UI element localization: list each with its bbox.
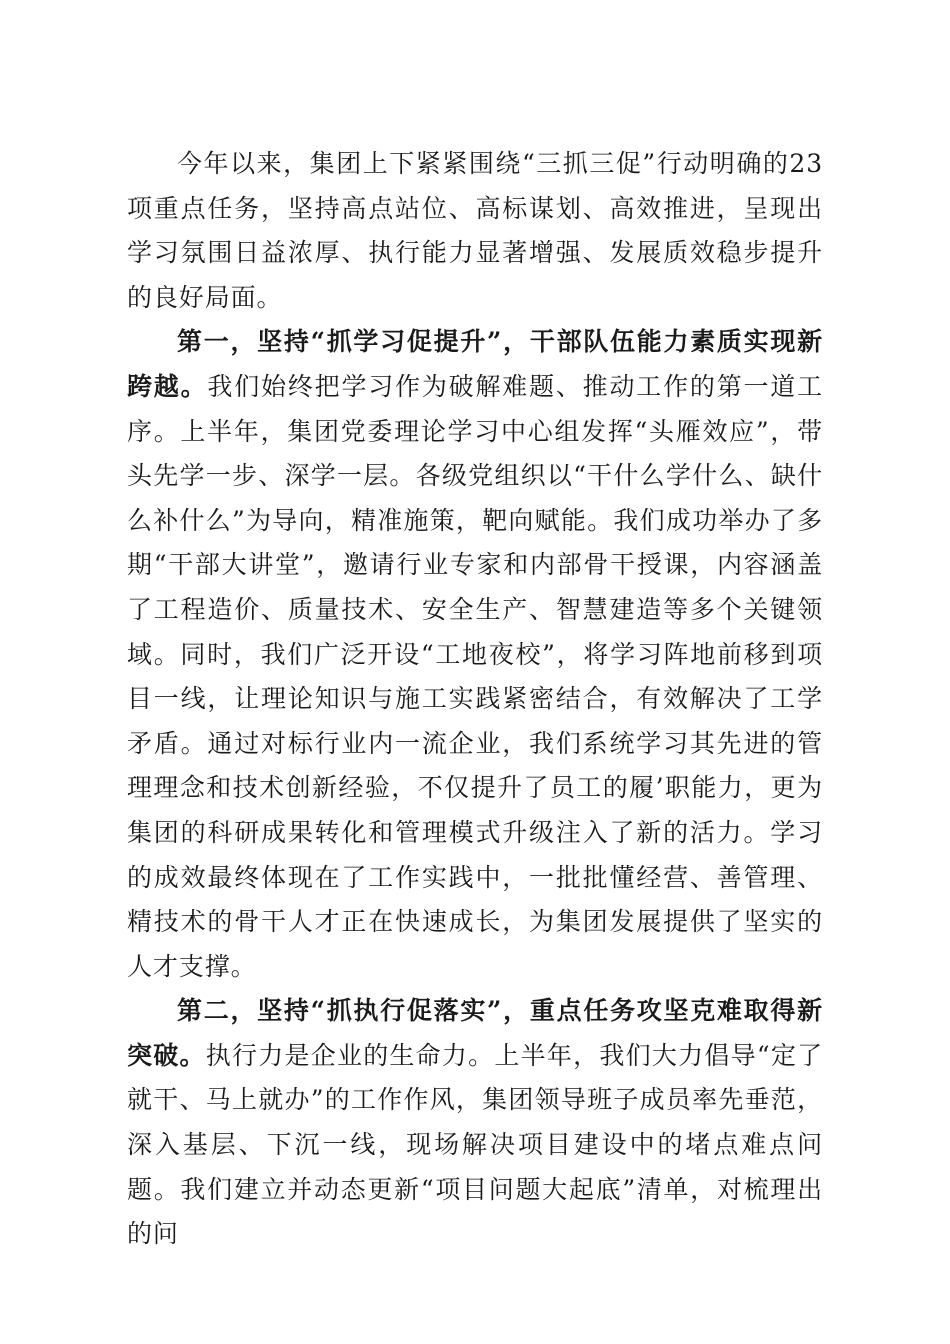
paragraph-second-point-heading: 第二，坚持“抓执行促落实”，重点任务攻坚克难取得新突破。 — [127, 996, 823, 1070]
paragraph-intro-text: 今年以来，集团上下紧紧围绕“三抓三促”行动明确的23项重点任务，坚持高点站位、高标谋划、高效推进，呈现出学习氛围日益浓厚、执行能力显著增强、发展质效稳步提升的良好局面。 — [127, 149, 823, 312]
paragraph-intro — [127, 142, 823, 320]
paragraph-first-point-text: 我们始终把学习作为破解难题、推动工作的第一道工序。上半年，集团党委理论学习中心组发挥“头雁效应”，带头先学一步、深学一层。各级党组织以“干什么学什么、缺什么补什么”为导向，精准施策，靶向赋能。我们成功举办了多期“干部大讲堂”，邀请行业专家和内部骨干授课，内容涵盖了工程造价、质量技术、安全生产、智慧建造等多个关键领域。同时，我们广泛开设“工地夜校”，将学习阵地前移到项目一线，让理论知识与施工实践紧密结合，有效解决了工学矛盾。通过对标行业内一流企业，我们系统学习其先进的管理理念和技术创新经验，不仅提升了员工的履’职能力，更为集团的科研成果转化和管理模式升级注入了新的活力。学习的成效最终体现在了工作实践中，一批批懂经营、善管理、精技术的骨干人才正在快速成长，为集团发展提供了坚实的人才支撑。 — [127, 371, 824, 981]
document-body — [127, 142, 823, 1257]
paragraph-first-point — [127, 320, 823, 989]
paragraph-first-point-heading: 第一，坚持“抓学习促提升”，干部队伍能力素质实现新跨越。 — [127, 327, 823, 401]
paragraph-second-point-text: 执行力是企业的生命力。上半年，我们大力倡导“定了就干、马上就办”的工作作风，集团领导班子成员率先垂范，深入基层、下沉一线，现场解决项目建设中的堵点难点问题。我们建立并动态更新“项目问题大起底”清单，对梳理出的问 — [127, 1040, 823, 1249]
paragraph-second-point — [127, 989, 823, 1257]
